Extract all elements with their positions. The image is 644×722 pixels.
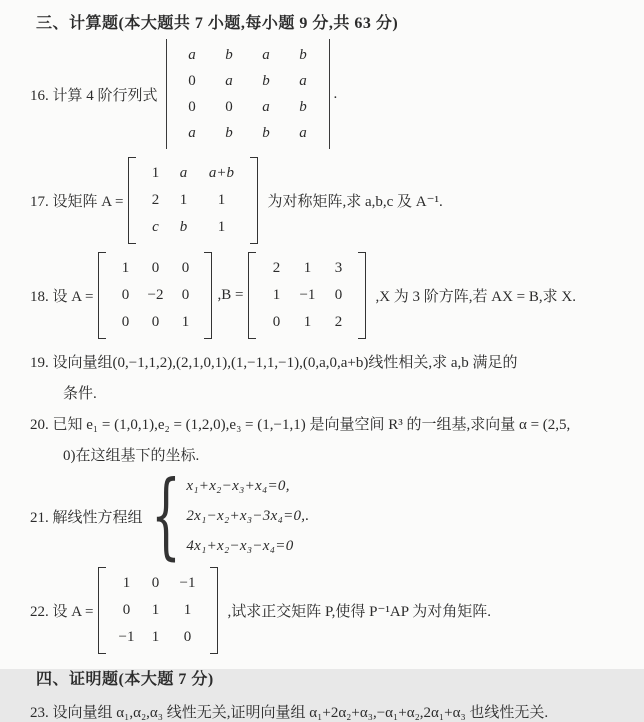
problem-21	[30, 461, 632, 570]
problem-17-label: 17. 设矩阵 A =	[30, 194, 124, 210]
matrix-cell: 0	[183, 629, 192, 645]
matrix-cell: b	[262, 72, 270, 89]
matrix-cell: a	[225, 72, 233, 89]
problem-16-period: .	[333, 85, 338, 102]
problem-22-label: 22. 设 A =	[30, 604, 94, 620]
matrix-cell: 0	[225, 98, 233, 115]
matrix-cell: 0	[272, 314, 281, 330]
problem-22-tail: ,试求正交矩阵 P,使得 P⁻¹AP 为对角矩阵.	[227, 604, 492, 620]
left-brace-icon: {	[150, 461, 181, 570]
matrix-b-p18	[248, 252, 366, 339]
problem-19	[30, 351, 632, 403]
matrix-cell: −1	[118, 629, 135, 645]
problem-18-label: 18. 设 A =	[30, 289, 94, 305]
equation-line: 4x₁+x₂−x₃−x₄=0	[186, 538, 294, 554]
matrix-cell: 1	[122, 575, 131, 591]
problem-17-tail: 为对称矩阵,求 a,b,c 及 A⁻¹.	[267, 194, 443, 210]
problem-18-separator: ,B =	[217, 287, 244, 303]
problem-21-label: 21. 解线性方程组	[30, 509, 143, 526]
left-bracket-icon	[128, 157, 136, 244]
problem-20-line2: 0)在这组基下的坐标.	[63, 448, 200, 464]
matrix-cell: 1	[179, 192, 188, 208]
problem-18-tail: ,X 为 3 阶方阵,若 AX = B,求 X.	[375, 289, 576, 305]
section-4-title: 四、证明题(本大题 7 分)	[36, 671, 214, 688]
matrix-cell: 1	[151, 629, 160, 645]
problem-18	[30, 252, 632, 339]
determinant-4x4	[166, 39, 330, 149]
left-bracket-icon	[98, 252, 106, 339]
matrix-grid	[136, 157, 250, 244]
right-bracket-icon	[358, 252, 366, 339]
matrix-grid	[106, 252, 204, 339]
right-bracket-icon	[250, 157, 258, 244]
matrix-cell: a+b	[208, 165, 235, 181]
matrix-cell: 3	[334, 260, 343, 276]
matrix-cell: c	[152, 219, 159, 235]
matrix-a-p18	[98, 252, 212, 339]
matrix-cell: 0	[334, 287, 343, 303]
matrix-cell: 1	[217, 219, 226, 235]
matrix-cell: 0	[121, 314, 130, 330]
matrix-cell: b	[299, 46, 307, 63]
matrix-cell: 0	[122, 602, 131, 618]
matrix-a-p22	[98, 567, 218, 654]
problem-17	[30, 157, 632, 244]
matrix-cell: 1	[272, 287, 281, 303]
matrix-cell: 1	[183, 602, 192, 618]
section-3-title: 三、计算题(本大题共 7 小题,每小题 9 分,共 63 分)	[36, 15, 399, 32]
matrix-cell: 1	[121, 260, 130, 276]
matrix-cell: 1	[303, 314, 312, 330]
left-bracket-icon	[248, 252, 256, 339]
equation-line: 2x₁−x₂+x₃−3x₄=0,.	[186, 508, 310, 524]
right-bracket-icon	[204, 252, 212, 339]
matrix-cell: 0	[151, 314, 160, 330]
matrix-a-p17	[128, 157, 258, 244]
left-bracket-icon	[98, 567, 106, 654]
matrix-cell: 0	[188, 98, 196, 115]
matrix-cell: 1	[151, 602, 160, 618]
matrix-grid	[256, 252, 358, 339]
matrix-cell: 0	[188, 72, 196, 89]
matrix-cell: 0	[181, 287, 190, 303]
problem-20-line1: 20. 已知 e₁ = (1,0,1),e₂ = (1,2,0),e₃ = (1,−1,1) 是向量空间 R³ 的一组基,求向量 α = (2,5,	[30, 417, 571, 433]
equation-line: x₁+x₂−x₃+x₄=0,	[186, 478, 290, 494]
equation-system	[186, 471, 309, 561]
matrix-cell: −1	[179, 575, 196, 591]
problem-16-label: 16. 计算 4 阶行列式	[30, 87, 158, 104]
matrix-cell: a	[299, 124, 307, 141]
right-bracket-icon	[210, 567, 218, 654]
matrix-cell: a	[262, 46, 270, 63]
matrix-cell: b	[299, 98, 307, 115]
matrix-cell: b	[225, 46, 233, 63]
problem-19-line2: 条件.	[63, 386, 97, 402]
matrix-cell: a	[262, 98, 270, 115]
matrix-cell: 2	[151, 192, 160, 208]
matrix-cell: b	[225, 124, 233, 141]
matrix-cell: 0	[151, 260, 160, 276]
matrix-grid	[106, 567, 210, 654]
matrix-cell: a	[179, 165, 188, 181]
problem-20	[30, 413, 632, 465]
matrix-cell: 1	[217, 192, 226, 208]
matrix-cell: a	[299, 72, 307, 89]
matrix-cell: −2	[147, 287, 164, 303]
problem-19-line1: 19. 设向量组(0,−1,1,2),(2,1,0,1),(1,−1,1,−1),(0,a,0,a+b)线性相关,求 a,b 满足的	[30, 355, 518, 371]
matrix-cell: a	[188, 46, 196, 63]
matrix-cell: 0	[121, 287, 130, 303]
matrix-cell: b	[262, 124, 270, 141]
matrix-cell: 1	[151, 165, 160, 181]
matrix-cell: a	[188, 124, 196, 141]
matrix-cell: 2	[334, 314, 343, 330]
matrix-cell: 0	[151, 575, 160, 591]
problem-22	[30, 567, 632, 654]
matrix-cell: b	[179, 219, 188, 235]
matrix-cell: 1	[181, 314, 190, 330]
matrix-cell: −1	[299, 287, 316, 303]
matrix-cell: 0	[181, 260, 190, 276]
problem-16	[30, 39, 632, 149]
matrix-cell: 1	[303, 260, 312, 276]
matrix-cell: 2	[272, 260, 281, 276]
problem-23: 23. 设向量组 α₁,α₂,α₃ 线性无关,证明向量组 α₁+2α₂+α₃,−α₁+α₂,2α₁+α₃ 也线性无关.	[30, 705, 549, 721]
